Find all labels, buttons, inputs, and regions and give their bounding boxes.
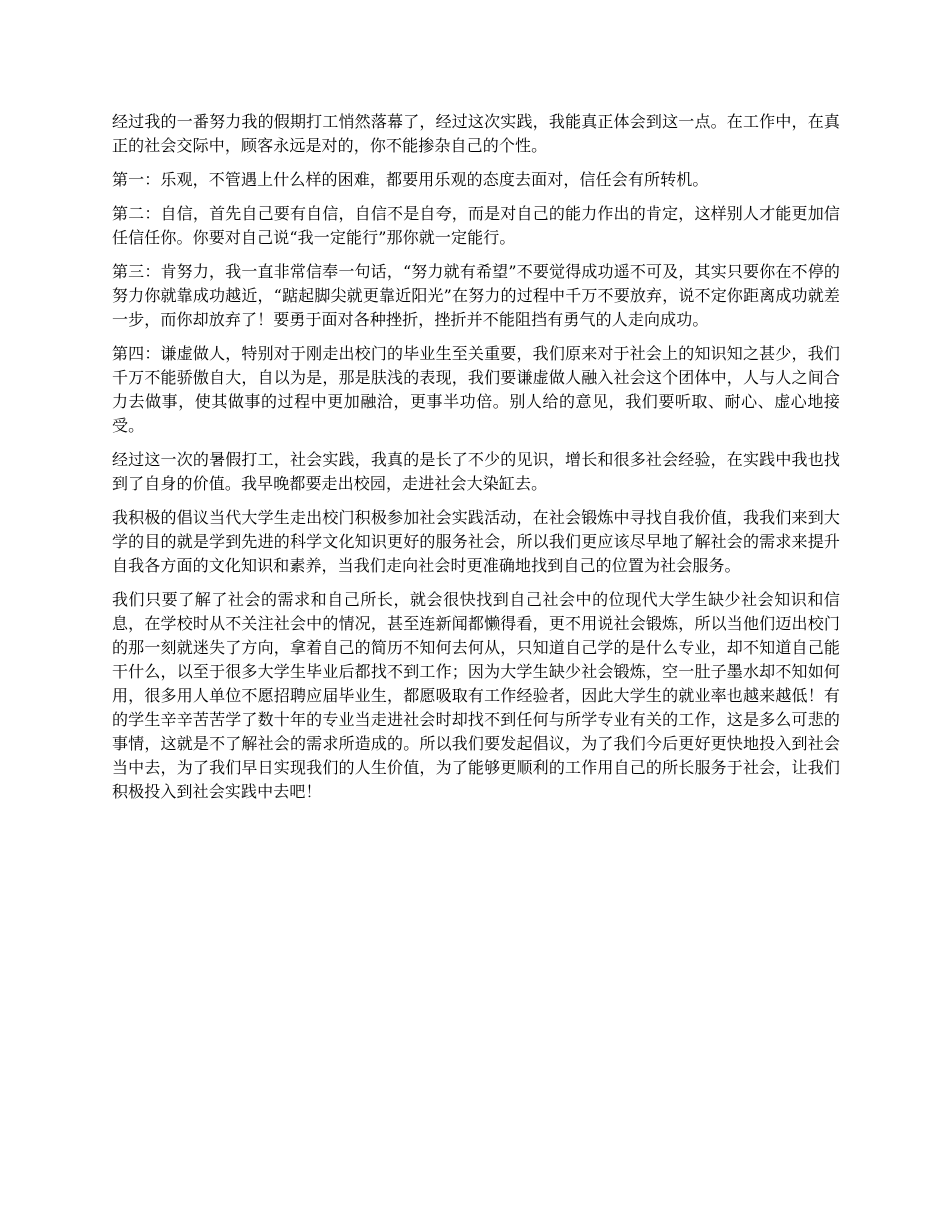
document-body [112, 110, 840, 814]
paragraph: 第四：谦虚做人，特别对于刚走出校门的毕业生至关重要，我们原来对于社会上的知识知之甚少，我们千万不能骄傲自大，自以为是，那是肤浅的表现，我们要谦虚做人融入社会这个团体中，人与人之间合力去做事，使其做事的过程中更加融洽，更事半功倍。别人给的意见，我们要听取、耐心、虚心地接受。 [112, 344, 840, 435]
paragraph: 我们只要了解了社会的需求和自己所长，就会很快找到自己社会中的位现代大学生缺少社会知识和信息，在学校时从不关注社会中的情况，甚至连新闻都懒得看，更不用说社会锻炼，所以当他们迈出校门的那一刻就迷失了方向，拿着自己的简历不知何去何从，只知道自己学的是什么专业，却不知道自己能干什么，以至于很多大学生毕业后都找不到工作；因为大学生缺少社会锻炼，空一肚子墨水却不知如何用，很多用人单位不愿招聘应届毕业生，都愿吸取有工作经验者，因此大学生的就业率也越来越低！有的学生辛辛苦苦学了数十年的专业当走进社会时却找不到任何与所学专业有关的工作，这是多么可悲的事情，这就是不了解社会的需求所造成的。所以我们要发起倡议，为了我们今后更好更快地投入到社会当中去，为了我们早日实现我们的人生价值，为了能够更顺利的工作用自己的所长服务于社会，让我们积极投入到社会实践中去吧！ [112, 590, 840, 801]
paragraph: 经过我的一番努力我的假期打工悄然落幕了，经过这次实践，我能真正体会到这一点。在工作中，在真正的社会交际中，顾客永远是对的，你不能掺杂自己的个性。 [112, 112, 840, 155]
paragraph: 第二：自信，首先自己要有自信，自信不是自夸，而是对自己的能力作出的肯定，这样别人才能更加信任信任你。你要对自己说“我一定能行”那你就一定能行。 [112, 204, 840, 247]
paragraph: 我积极的倡议当代大学生走出校门积极参加社会实践活动，在社会锻炼中寻找自我价值，我我们来到大学的目的就是学到先进的科学文化知识更好的服务社会，所以我们更应该尽早地了解社会的需求来提升自我各方面的文化知识和素养，当我们走向社会时更准确地找到自己的位置为社会服务。 [112, 508, 840, 575]
paragraph: 第一：乐观，不管遇上什么样的困难，都要用乐观的态度去面对，信任会有所转机。 [112, 170, 709, 189]
paragraph: 经过这一次的暑假打工，社会实践，我真的是长了不少的见识，增长和很多社会经验，在实践中我也找到了自身的价值。我早晚都要走出校园，走进社会大染缸去。 [112, 450, 840, 493]
paragraph: 第三：肯努力，我一直非常信奉一句话，“努力就有希望”不要觉得成功遥不可及，其实只要你在不停的努力你就靠成功越近，“踮起脚尖就更靠近阳光”在努力的过程中千万不要放弃，说不定你距离成功就差一步，而你却放弃了！要勇于面对各种挫折，挫折并不能阻挡有勇气的人走向成功。 [112, 262, 840, 329]
